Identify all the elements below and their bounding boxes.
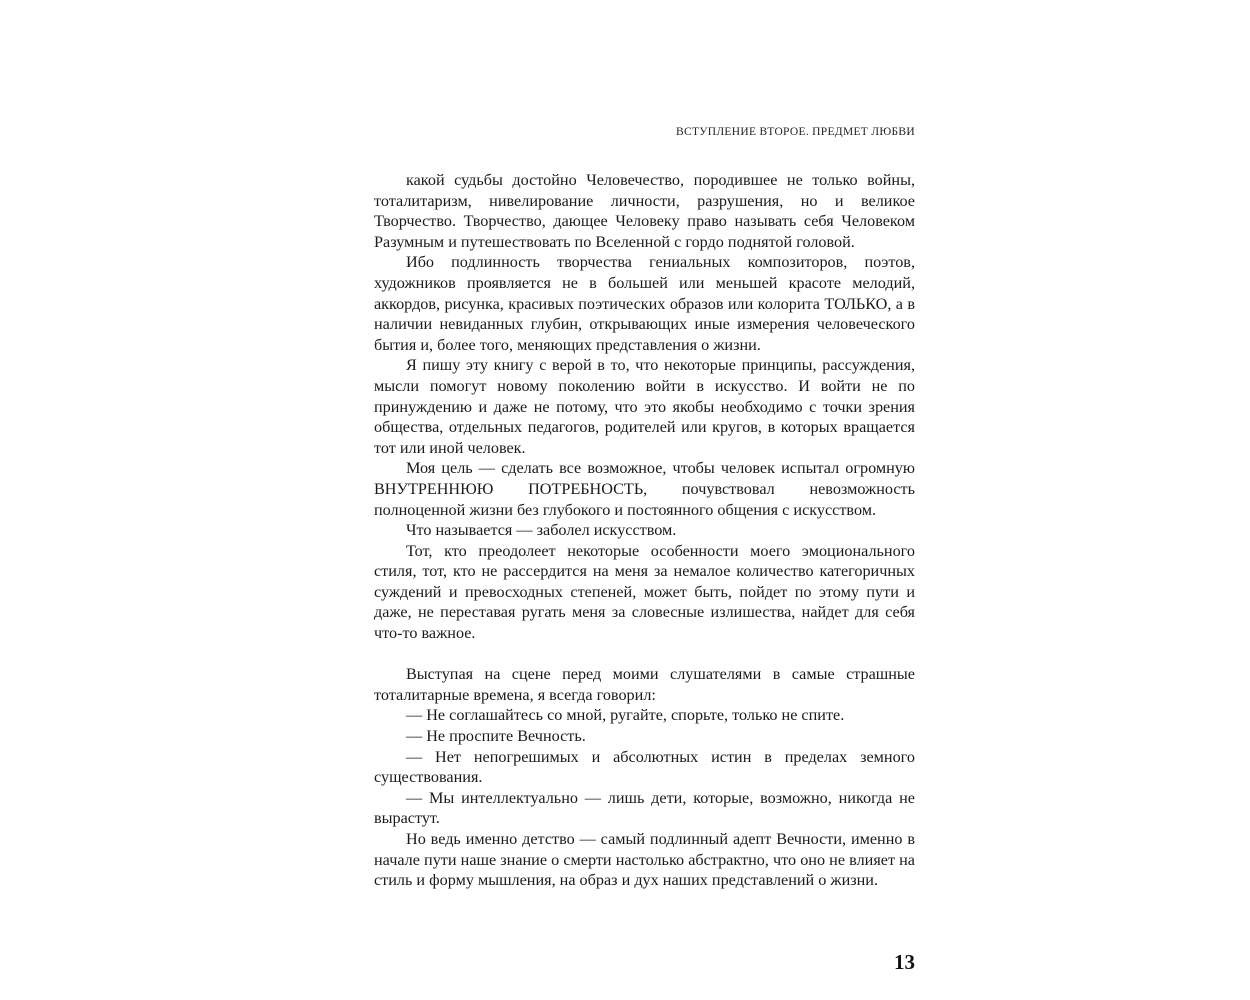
paragraph: Выступая на сцене перед моими слушателями в самые страшные тоталитарные времена, я всегда говорил: bbox=[374, 665, 915, 704]
dialogue-line: — Не проспите Вечность. bbox=[406, 727, 586, 746]
paragraph: Моя цель — сделать все возможное, чтобы человек испытал огромную ВНУТРЕННЮЮ ПОТРЕБНОСТЬ, почувствовал невозможность полноценной жизни без глубокого и постоянного общения с искусством. bbox=[374, 459, 915, 519]
paragraph: Тот, кто преодолеет некоторые особенности моего эмоционального стиля, тот, кто не рассердится на меня за немалое количество категоричных суждений и превосходных степеней, может быть, пойдет по этому пути и даже, не переставая ругать меня за словесные излишества, найдет для себя что-то важное. bbox=[374, 541, 915, 643]
paragraph: Что называется — заболел искусством. bbox=[406, 521, 677, 540]
dialogue-line: — Мы интеллектуально — лишь дети, которые, возможно, никогда не вырастут. bbox=[374, 788, 915, 828]
running-head: ВСТУПЛЕНИЕ ВТОРОЕ. ПРЕДМЕТ ЛЮБВИ bbox=[676, 126, 915, 138]
paragraph: какой судьбы достойно Человечество, породившее не только войны, тоталитаризм, нивелирование личности, разрушения, но и великое Творчество. Творчество, дающее Человеку право называть себя Человеком Разумным и путешествовать по Вселенной с гордо поднятой головой. bbox=[374, 171, 915, 251]
body-text bbox=[374, 170, 915, 891]
paragraph: Я пишу эту книгу с верой в то, что некоторые принципы, рассуждения, мысли помогут новому поколению войти в искусство. И войти не по принуждению и даже не потому, что это якобы необходимо с точки зрения общества, отдельных педагогов, родителей или кругов, в которых вращается тот или иной человек. bbox=[374, 356, 915, 457]
page-number: 13 bbox=[894, 950, 915, 974]
paragraph: Но ведь именно детство — самый подлинный адепт Вечности, именно в начале пути наше знание о смерти настолько абстрактно, что оно не влияет на стиль и форму мышления, на образ и дух наших представлений о жизни. bbox=[374, 830, 915, 890]
dialogue-line: — Не соглашайтесь со мной, ругайте, спорьте, только не спите. bbox=[406, 706, 845, 725]
paragraph: Ибо подлинность творчества гениальных композиторов, поэтов, художников проявляется не в большей или меньшей красоте мелодий, аккордов, рисунка, красивых поэтических образов или колорита ТОЛЬКО, а в наличии невиданных глубин, открывающих иные измерения человеческого бытия и, более того, меняющих представления о жизни. bbox=[374, 253, 915, 354]
dialogue-line: — Нет непогрешимых и абсолютных истин в пределах земного существования. bbox=[374, 747, 915, 787]
